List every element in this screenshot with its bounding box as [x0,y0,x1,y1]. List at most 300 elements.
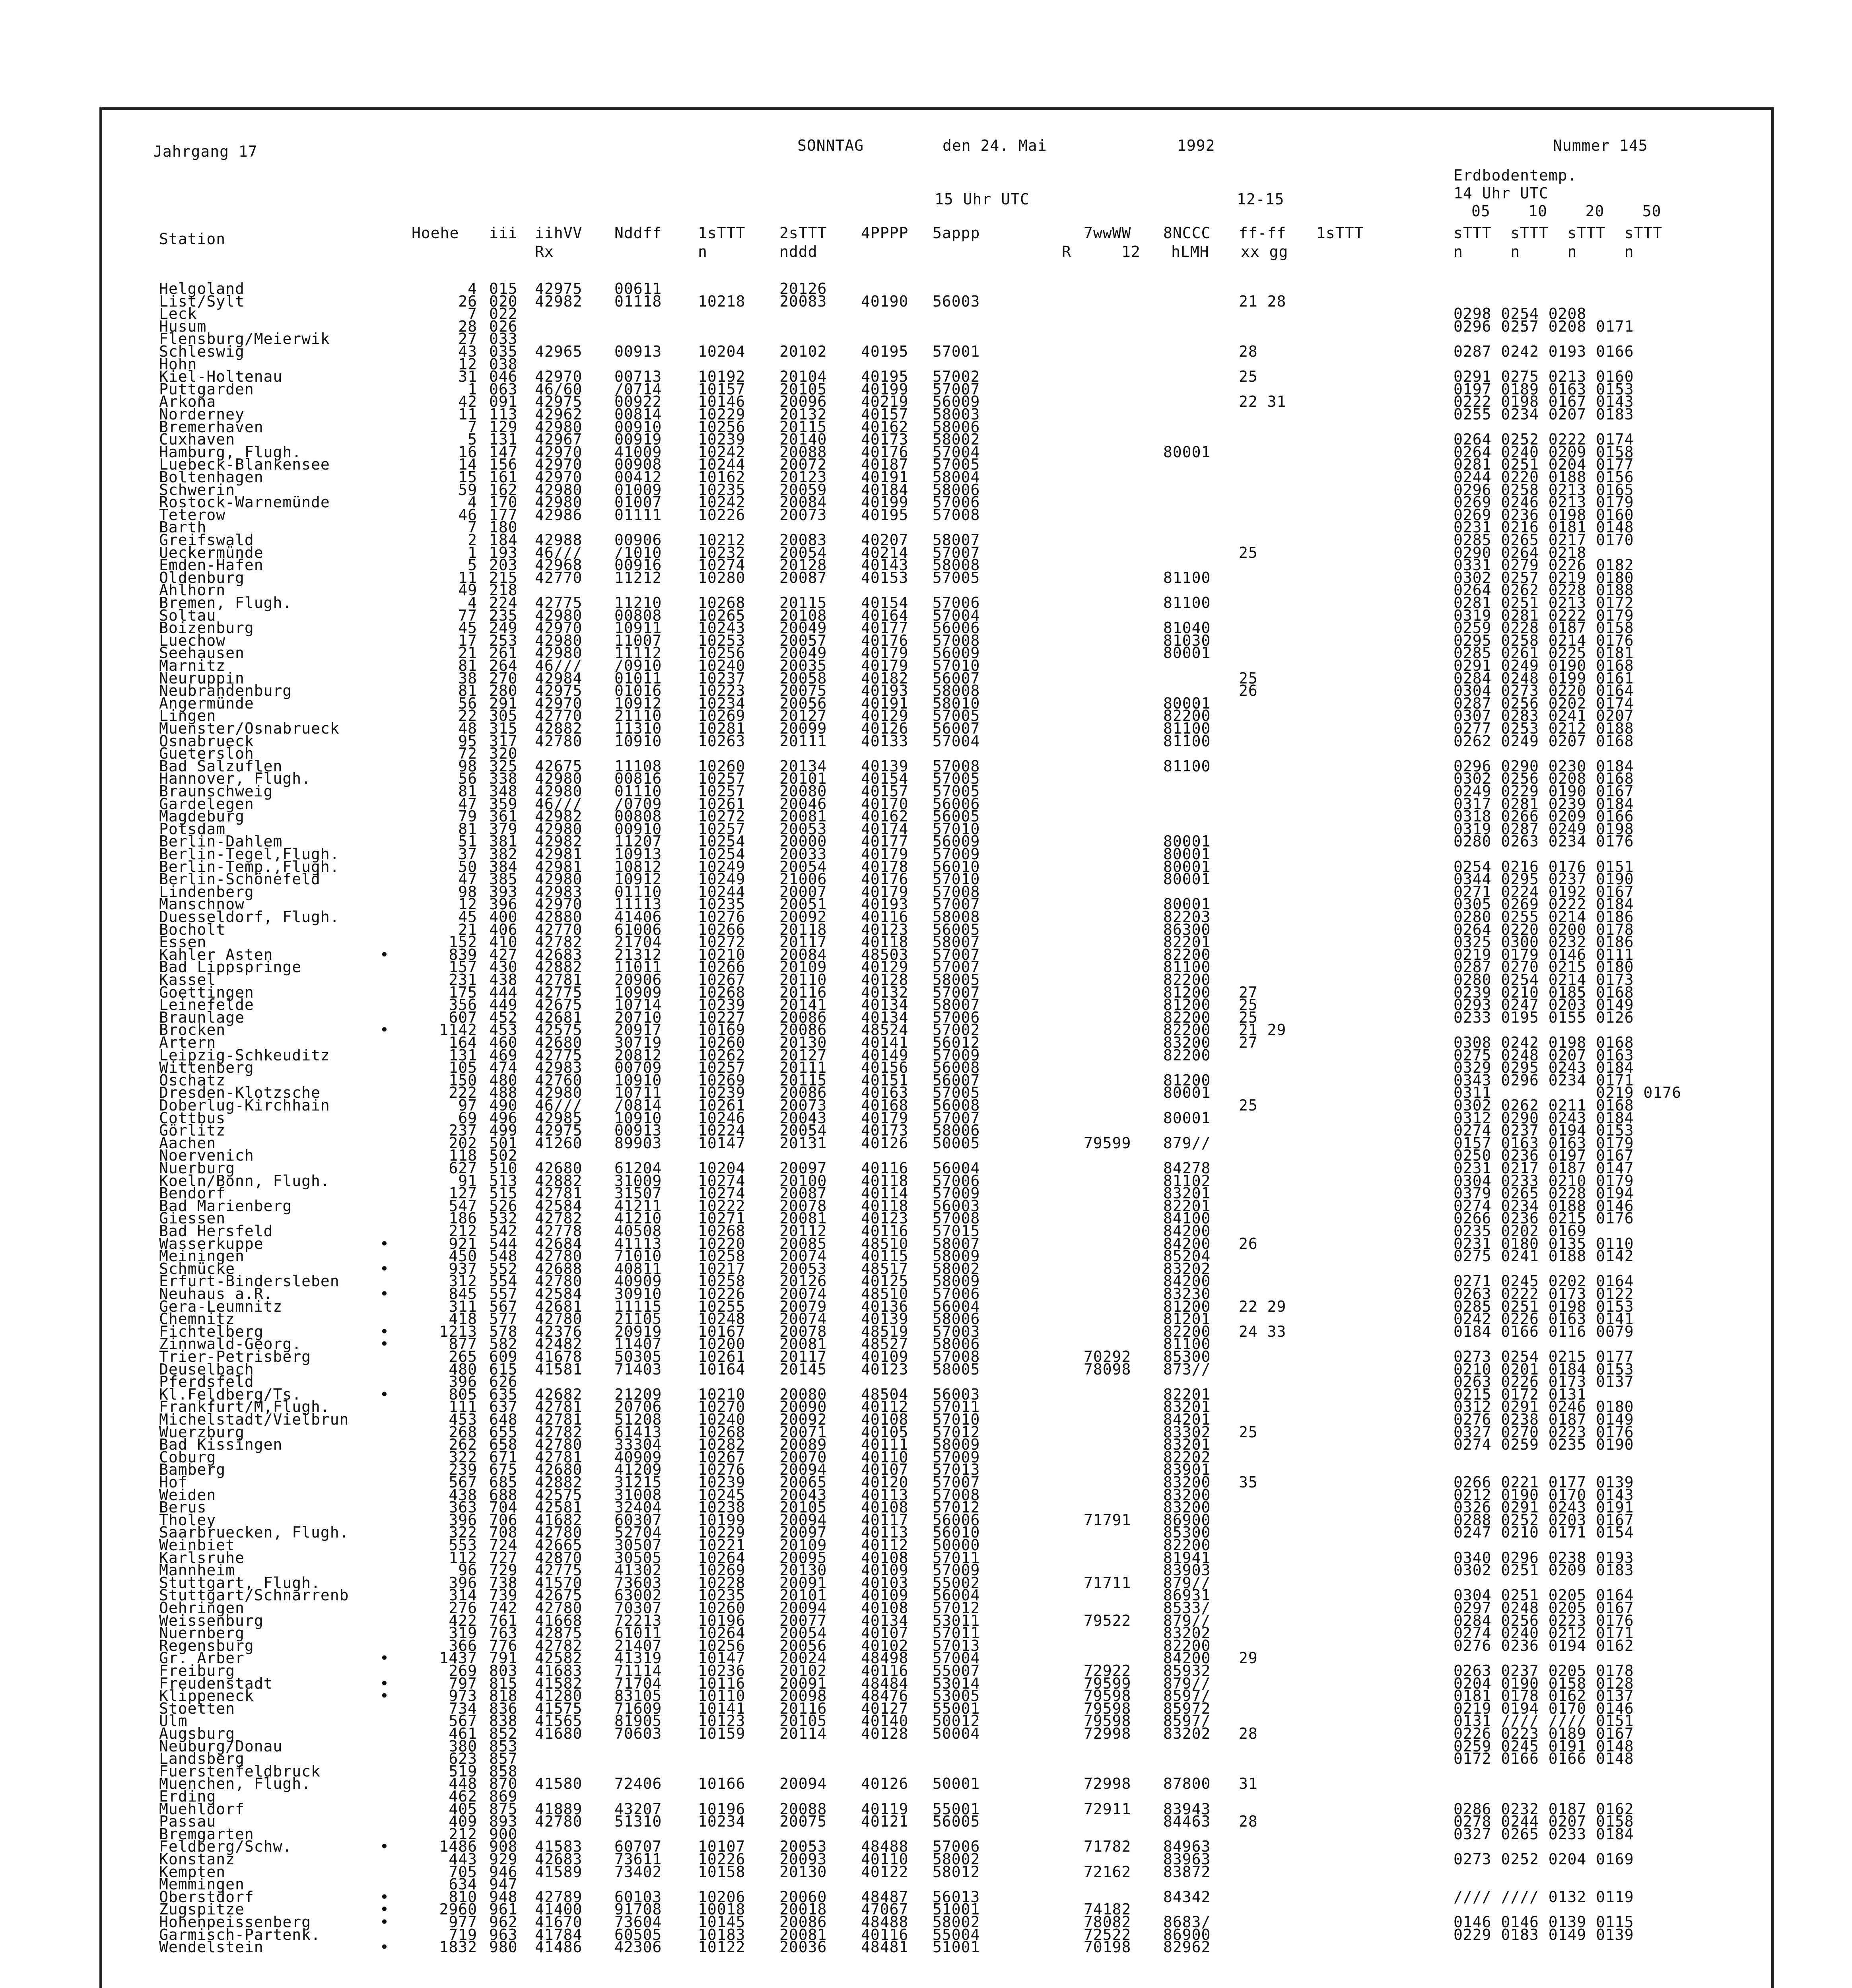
cell-iihvv: 42789 [535,1888,583,1906]
cell-7wwww: 78082 [1084,1913,1131,1931]
cell-7wwww: 78098 [1084,1361,1131,1378]
station-name: List/Sylt [159,293,245,310]
cell-1sttt: 10147 [698,1134,746,1152]
cell-iihvv: 41486 [535,1938,583,1956]
cell-2sttt: 20086 [779,1084,827,1101]
cell-8nccc: 83202 [1163,1725,1211,1742]
cell-iihvv: 42980 [535,870,583,888]
cell-5appp: 57002 [933,368,980,385]
station-name: Lindenberg [159,883,254,901]
cell-4pppp: 40110 [861,1448,909,1466]
cell-ffff: 26 [1239,682,1258,699]
cell-iii: 961 [489,1901,518,1918]
cell-nddff: 71704 [614,1675,662,1692]
station-name: Freiburg [159,1662,235,1679]
station-name: Bremgarten [159,1825,254,1843]
cell-5appp: 57005 [933,1084,980,1101]
cell-nddff: 21209 [614,1386,662,1403]
station-name: Braunlage [159,1009,245,1026]
cell-iihvv: 42781 [535,1411,583,1428]
cell-4pppp: 40173 [861,1122,909,1139]
cell-4pppp: 40116 [861,1662,909,1679]
station-name: Erfurt-Bindersleben [159,1272,340,1290]
station-name: Koeln/Bonn, Flugh. [159,1172,330,1190]
cell-5appp: 57005 [933,456,980,473]
station-name: Helgoland [159,280,245,297]
cell-hoehe: 72 [458,745,477,762]
cell-hoehe: 42 [458,393,477,410]
cell-iihvv: 42584 [535,1285,583,1303]
cell-1sttt: 10254 [698,845,746,863]
mountain-marker: • [380,1938,389,1956]
cell-soil-temp: 0273 0252 0204 0169 [1454,1850,1634,1868]
cell-iii: 963 [489,1926,518,1943]
cell-4pppp: 48524 [861,1021,909,1039]
cell-5appp: 57012 [933,1423,980,1441]
cell-8nccc: 86300 [1163,921,1211,938]
cell-soil-temp: 0287 0256 0202 0174 [1454,695,1634,712]
cell-iihvv: 42770 [535,707,583,724]
cell-hoehe: 719 [449,1926,477,1943]
cell-8nccc: 83202 [1163,1624,1211,1642]
cell-iihvv: 46/// [535,657,583,674]
cell-hoehe: 921 [449,1235,477,1252]
cell-hoehe: 1 [468,381,477,398]
cell-hoehe: 152 [449,933,477,951]
cell-nddff: 10909 [614,984,662,1001]
soil-depths: 05 10 20 50 [1471,202,1662,220]
cell-4pppp: 40128 [861,1725,909,1742]
cell-iihvv: 42680 [535,1461,583,1478]
cell-iii: 577 [489,1310,518,1328]
cell-soil-temp: 0184 0166 0116 0079 [1454,1323,1634,1340]
cell-4pppp: 40129 [861,958,909,976]
cell-hoehe: 14 [458,456,477,473]
cell-iii: 488 [489,1084,518,1101]
cell-4pppp: 40108 [861,1549,909,1567]
mountain-marker: • [380,1235,389,1252]
cell-nddff: 73402 [614,1863,662,1881]
station-name: Bendorf [159,1184,226,1202]
cell-5appp: 57008 [933,1209,980,1227]
cell-2sttt: 20109 [779,1536,827,1554]
cell-5appp: 57008 [933,506,980,524]
cell-5appp: 57006 [933,1838,980,1855]
cell-soil-temp: 0264 0262 0228 0188 [1454,581,1634,599]
cell-soil-temp: 0281 0251 0213 0172 [1454,594,1634,612]
cell-1sttt: 10107 [698,1838,746,1855]
cell-nddff: 60307 [614,1511,662,1529]
cell-5appp: 50001 [933,1775,980,1792]
cell-hoehe: 973 [449,1687,477,1705]
cell-4pppp: 40116 [861,908,909,926]
cell-4pppp: 40118 [861,1197,909,1215]
cell-soil-temp: 0311 0219 0176 [1454,1084,1682,1101]
cell-hoehe: 48 [458,720,477,737]
cell-hoehe: 269 [449,1662,477,1679]
cell-hoehe: 131 [449,1046,477,1064]
cell-1sttt: 10240 [698,657,746,674]
cell-2sttt: 20115 [779,1072,827,1089]
cell-1sttt: 10257 [698,1059,746,1076]
cell-soil-temp: 0340 0296 0238 0193 [1454,1549,1634,1567]
cell-iihvv: 46/// [535,544,583,561]
cell-4pppp: 40123 [861,1361,909,1378]
cell-5appp: 57007 [933,1109,980,1127]
cell-hoehe: 79 [458,808,477,825]
cell-5appp: 58005 [933,1361,980,1378]
cell-4pppp: 48488 [861,1913,909,1931]
cell-2sttt: 20140 [779,431,827,448]
cell-1sttt: 10268 [698,1222,746,1240]
cell-soil-temp: 0264 0220 0200 0178 [1454,921,1634,938]
cell-nddff: 10912 [614,870,662,888]
cell-8nccc: 83901 [1163,1461,1211,1478]
cell-5appp: 57008 [933,1348,980,1365]
cell-8nccc: 83201 [1163,1436,1211,1453]
cell-8nccc: 80001 [1163,858,1211,876]
cell-5appp: 57007 [933,958,980,976]
cell-soil-temp: 0219 0179 0146 0111 [1454,946,1634,963]
cell-nddff: 00910 [614,418,662,436]
cell-nddff: 41113 [614,1235,662,1252]
cell-iihvv: 42970 [535,456,583,473]
cell-2sttt: 20114 [779,1725,827,1742]
cell-nddff: 51208 [614,1411,662,1428]
cell-2sttt: 20058 [779,670,827,687]
cell-1sttt: 10271 [698,1209,746,1227]
cell-1sttt: 10204 [698,1159,746,1177]
cell-hoehe: 49 [458,581,477,599]
cell-1sttt: 10262 [698,1046,746,1064]
cell-soil-temp: 0181 0178 0162 0137 [1454,1687,1634,1705]
cell-2sttt: 20054 [779,1122,827,1139]
cell-1sttt: 10274 [698,1172,746,1190]
cell-iihvv: 42975 [535,280,583,297]
cell-hoehe: 366 [449,1637,477,1654]
cell-iii: 671 [489,1448,518,1466]
cell-hoehe: 877 [449,1335,477,1353]
cell-7wwww: 72998 [1084,1725,1131,1742]
cell-iihvv: 42775 [535,594,583,612]
cell-4pppp: 40199 [861,381,909,398]
cell-nddff: 01110 [614,782,662,800]
cell-iihvv: 42780 [535,1310,583,1328]
cell-nddff: 00919 [614,431,662,448]
cell-8nccc: 8597/ [1163,1687,1211,1705]
cell-iii: 235 [489,607,518,624]
cell-nddff: 71609 [614,1700,662,1717]
cell-hoehe: 11 [458,406,477,423]
cell-iii: 270 [489,670,518,687]
cell-8nccc: 82201 [1163,933,1211,951]
cell-iii: 113 [489,406,518,423]
station-name: Noervenich [159,1147,254,1164]
cell-hoehe: 409 [449,1813,477,1830]
cell-nddff: 60103 [614,1888,662,1906]
cell-hoehe: 262 [449,1436,477,1453]
cell-4pppp: 40129 [861,707,909,724]
station-name: Pferdsfeld [159,1373,254,1390]
cell-iii: 338 [489,770,518,787]
col-soil: sTTT sTTT sTTT sTTT [1454,224,1663,242]
cell-5appp: 51001 [933,1938,980,1956]
cell-2sttt: 20093 [779,1850,827,1868]
cell-iii: 637 [489,1398,518,1415]
cell-2sttt: 20102 [779,343,827,360]
cell-iihvv: 42983 [535,1059,583,1076]
cell-1sttt: 10257 [698,770,746,787]
cell-2sttt: 20102 [779,1662,827,1679]
cell-2sttt: 20081 [779,1335,827,1353]
cell-4pppp: 40143 [861,556,909,574]
cell-1sttt: 10236 [698,1662,746,1679]
cell-soil-temp: 0304 0233 0210 0179 [1454,1172,1634,1190]
cell-4pppp: 40108 [861,1599,909,1617]
cell-4pppp: 40190 [861,293,909,310]
cell-2sttt: 20072 [779,456,827,473]
col-8nccc: 8NCCC [1163,224,1211,242]
cell-iii: 818 [489,1687,518,1705]
cell-4pppp: 40179 [861,644,909,662]
cell-1sttt: 10169 [698,1021,746,1039]
cell-soil-temp: 0296 0257 0208 0171 [1454,318,1634,335]
cell-4pppp: 40115 [861,1247,909,1265]
cell-iihvv: 42581 [535,1499,583,1516]
cell-iii: 875 [489,1800,518,1818]
cell-nddff: 41406 [614,908,662,926]
cell-2sttt: 20054 [779,1624,827,1642]
cell-hoehe: 839 [449,946,477,963]
cell-iihvv: 42780 [535,1813,583,1830]
cell-7wwww: 79598 [1084,1712,1131,1730]
cell-iii: 708 [489,1524,518,1541]
cell-8nccc: 81100 [1163,1335,1211,1353]
cell-iii: 870 [489,1775,518,1792]
cell-2sttt: 20134 [779,757,827,775]
cell-iihvv: 41670 [535,1913,583,1931]
mountain-marker: • [380,946,389,963]
cell-4pppp: 40154 [861,594,909,612]
cell-4pppp: 40109 [861,1561,909,1579]
cell-5appp: 57007 [933,544,980,561]
cell-8nccc: 83200 [1163,1499,1211,1516]
cell-soil-temp: 0266 0236 0215 0176 [1454,1209,1634,1227]
cell-8nccc: 83200 [1163,1474,1211,1491]
cell-hoehe: 81 [458,682,477,699]
cell-4pppp: 40179 [861,845,909,863]
cell-iihvv: 42970 [535,895,583,913]
col-12: 12 [1121,243,1141,260]
cell-1sttt: 10158 [698,1863,746,1881]
cell-hoehe: 519 [449,1763,477,1780]
cell-1sttt: 10220 [698,1235,746,1252]
cell-soil-temp: 0274 0240 0212 0171 [1454,1624,1634,1642]
cell-1sttt: 10226 [698,1285,746,1303]
cell-1sttt: 10166 [698,1775,746,1792]
station-name: Michelstadt/Vielbrun [159,1411,349,1428]
cell-hoehe: 56 [458,695,477,712]
cell-1sttt: 10269 [698,1561,746,1579]
cell-2sttt: 20081 [779,808,827,825]
cell-ffff: 26 [1239,1235,1258,1252]
station-name: Bad Hersfeld [159,1222,273,1240]
cell-4pppp: 40187 [861,456,909,473]
station-name: Freudenstadt [159,1675,273,1692]
cell-8nccc: 82200 [1163,971,1211,988]
station-name: Meiningen [159,1247,245,1265]
cell-hoehe: 56 [458,770,477,787]
cell-nddff: 20710 [614,1009,662,1026]
cell-1sttt: 10249 [698,858,746,876]
cell-2sttt: 20075 [779,1813,827,1830]
cell-iihvv: 41575 [535,1700,583,1717]
cell-1sttt: 10018 [698,1901,746,1918]
cell-2sttt: 20086 [779,1021,827,1039]
cell-soil-temp: 0239 0210 0185 0168 [1454,984,1634,1001]
station-name: Artern [159,1034,216,1051]
cell-8nccc: 86931 [1163,1586,1211,1604]
cell-5appp: 57003 [933,1323,980,1340]
cell-1sttt: 10228 [698,1574,746,1592]
cell-1sttt: 10204 [698,343,746,360]
cell-ffff: 25 [1239,368,1258,385]
station-name: Berlin-Dahlem [159,833,283,850]
cell-5appp: 57007 [933,1474,980,1491]
cell-iihvv: 42782 [535,933,583,951]
cell-iihvv: 42975 [535,1122,583,1139]
station-name: Arkona [159,393,216,410]
cell-5appp: 55001 [933,1800,980,1818]
cell-hoehe: 734 [449,1700,477,1717]
cell-1sttt: 10239 [698,1474,746,1491]
cell-hoehe: 77 [458,607,477,624]
cell-iii: 091 [489,393,518,410]
station-name: Augsburg [159,1725,235,1742]
cell-5appp: 58002 [933,1850,980,1868]
cell-soil-temp: 0276 0236 0194 0162 [1454,1637,1634,1654]
cell-nddff: 20706 [614,1398,662,1415]
cell-iii: 177 [489,506,518,524]
cell-soil-temp: 0235 0202 0169 [1454,1222,1587,1240]
cell-nddff: 70603 [614,1725,662,1742]
cell-2sttt: 20090 [779,1398,827,1415]
cell-iihvv: 42575 [535,1486,583,1504]
cell-8nccc: 879// [1163,1675,1211,1692]
cell-1sttt: 10263 [698,732,746,750]
cell-8nccc: 84200 [1163,1222,1211,1240]
cell-5appp: 57010 [933,870,980,888]
cell-5appp: 56005 [933,1813,980,1830]
station-name: Konstanz [159,1850,235,1868]
cell-iihvv: 42980 [535,820,583,838]
cell-8nccc: 81100 [1163,594,1211,612]
cell-nddff: 40909 [614,1448,662,1466]
cell-soil-temp: 0302 0262 0211 0168 [1454,1097,1634,1114]
cell-8nccc: 85932 [1163,1662,1211,1679]
cell-iii: 803 [489,1662,518,1679]
cell-soil-temp: 0293 0247 0203 0149 [1454,996,1634,1013]
cell-iihvv: 42967 [535,431,583,448]
cell-iihvv: 42760 [535,1072,583,1089]
cell-8nccc: 82203 [1163,908,1211,926]
cell-nddff: 00808 [614,808,662,825]
cell-nddff: 41210 [614,1209,662,1227]
cell-2sttt: 20087 [779,569,827,586]
cell-nddff: 11212 [614,569,662,586]
cell-1sttt: 10264 [698,1624,746,1642]
cell-soil-temp: 0255 0234 0207 0183 [1454,406,1634,423]
cell-2sttt: 20109 [779,958,827,976]
cell-5appp: 56005 [933,921,980,938]
cell-1sttt: 10244 [698,883,746,901]
cell-iii: 253 [489,632,518,649]
cell-4pppp: 40153 [861,569,909,586]
cell-iii: 129 [489,418,518,436]
cell-1sttt: 10162 [698,468,746,486]
cell-hoehe: 11 [458,569,477,586]
cell-5appp: 57009 [933,1561,980,1579]
cell-nddff: 11113 [614,895,662,913]
station-name: Marnitz [159,657,226,674]
cell-2sttt: 20053 [779,1838,827,1855]
cell-soil-temp: 0280 0263 0234 0176 [1454,833,1634,850]
cell-ffff: 28 [1239,343,1258,360]
cell-iii: 557 [489,1285,518,1303]
cell-soil-temp: 0317 0281 0239 0184 [1454,795,1634,813]
cell-1sttt: 10217 [698,1260,746,1277]
cell-hoehe: 448 [449,1775,477,1792]
cell-soil-temp: 0296 0258 0213 0165 [1454,481,1634,499]
cell-soil-temp: 0326 0291 0243 0191 [1454,1499,1634,1516]
cell-soil-temp: 0298 0254 0208 [1454,305,1587,322]
cell-iihvv: 42376 [535,1323,583,1340]
cell-5appp: 56013 [933,1888,980,1906]
cell-soil-temp: 0281 0251 0204 0177 [1454,456,1634,473]
cell-soil-temp: 0284 0256 0223 0176 [1454,1612,1634,1629]
cell-4pppp: 48519 [861,1323,909,1340]
cell-4pppp: 48484 [861,1675,909,1692]
cell-soil-temp: 0273 0254 0215 0177 [1454,1348,1634,1365]
cell-soil-temp: 0266 0221 0177 0139 [1454,1474,1634,1491]
cell-8nccc: 82200 [1163,1637,1211,1654]
station-name: Seehausen [159,644,245,662]
cell-4pppp: 40179 [861,1109,909,1127]
cell-7wwww: 70198 [1084,1938,1131,1956]
cell-2sttt: 20127 [779,707,827,724]
cell-4pppp: 40199 [861,493,909,511]
station-name: Garmisch-Partenk. [159,1926,321,1943]
cell-hoehe: 705 [449,1863,477,1881]
cell-iii: 857 [489,1750,518,1767]
cell-4pppp: 40195 [861,368,909,385]
cell-iii: 022 [489,305,518,322]
cell-nddff: 00922 [614,393,662,410]
cell-soil-temp: 0276 0238 0187 0149 [1454,1411,1634,1428]
cell-4pppp: 40214 [861,544,909,561]
cell-4pppp: 40157 [861,782,909,800]
cell-iihvv: 41668 [535,1612,583,1629]
cell-iii: 929 [489,1850,518,1868]
cell-soil-temp: 0285 0261 0225 0181 [1454,644,1634,662]
cell-8nccc: 84100 [1163,1209,1211,1227]
station-name: Flensburg/Meierwik [159,330,330,348]
cell-nddff: 21704 [614,933,662,951]
cell-iihvv: 42875 [535,1624,583,1642]
cell-hoehe: 567 [449,1474,477,1491]
station-name: Braunschweig [159,782,273,800]
cell-hoehe: 15 [458,468,477,486]
